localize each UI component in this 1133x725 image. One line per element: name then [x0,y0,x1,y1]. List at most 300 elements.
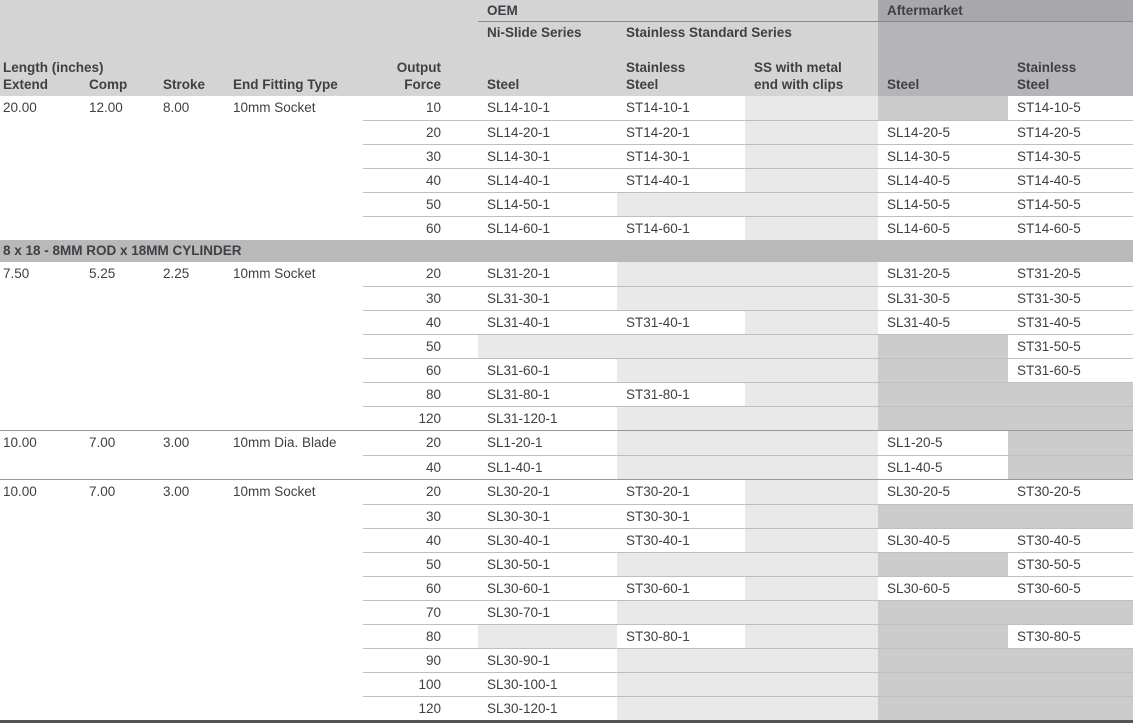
output-force-cell: 100 [363,672,445,696]
stroke-cell [160,648,230,672]
comp-cell [86,624,160,648]
end-fitting-type-cell [230,310,363,334]
spacer-cell [445,504,478,528]
part-cell-aftermarket-steel [878,552,1008,576]
output-force-cell: 40 [363,528,445,552]
output-force-cell: 50 [363,552,445,576]
group-header-oem: OEM [478,0,878,22]
cylinder-section-band: 8 x 18 - 8MM ROD x 18MM CYLINDER [0,240,1133,262]
output-force-cell: 20 [363,120,445,144]
stroke-cell [160,455,230,479]
stroke-cell [160,696,230,720]
comp-cell [86,310,160,334]
part-cell-ss-with-clips [745,382,878,406]
stroke-cell [160,168,230,192]
output-force-cell: 20 [425,484,441,499]
part-cell-aftermarket-stainless-steel: ST31-50-5 [1008,334,1133,358]
part-cell-oem-steel: SL30-100-1 [478,672,617,696]
table-row [0,455,1133,479]
part-cell-ss-with-clips [745,528,878,552]
part-cell-aftermarket-steel: SL30-40-5 [878,528,1008,552]
spacer-cell [445,334,478,358]
subgroup-header-ni-slide: Ni-Slide Series [478,22,617,44]
extend-cell [0,648,86,672]
header-spacer [0,0,478,22]
table-row [0,216,1133,240]
spacer-cell [445,144,478,168]
stroke-cell [160,120,230,144]
spacer-cell [445,310,478,334]
comp-cell [86,286,160,310]
part-cell-ss-with-clips [745,262,878,286]
stroke-cell: 3.00 [163,484,190,499]
part-cell-oem-steel: SL30-30-1 [478,504,617,528]
output-force-cell: 60 [363,216,445,240]
part-cell-aftermarket-steel [878,672,1008,696]
part-cell-oem-steel: SL31-120-1 [478,406,617,430]
output-force-cell: 120 [363,406,445,430]
output-force-cell: 90 [363,648,445,672]
comp-cell [86,600,160,624]
end-fitting-type-cell [230,624,363,648]
comp-cell: 5.25 [89,266,116,281]
end-fitting-type-cell [230,552,363,576]
comp-cell [86,216,160,240]
part-cell-oem-steel: SL14-50-1 [478,192,617,216]
spacer-cell [445,552,478,576]
part-cell-aftermarket-steel [878,696,1008,720]
part-cell-aftermarket-steel: SL14-40-5 [878,168,1008,192]
extend-cell [0,696,86,720]
part-cell-oem-steel [478,624,617,648]
table-row [0,286,1133,310]
comp-cell: 7.00 [89,435,116,450]
part-cell-aftermarket-steel: SL30-20-5 [887,484,951,499]
table-row [0,96,1133,120]
spec-section [0,96,1133,240]
part-cell-oem-stainless-steel [617,431,745,455]
extend-cell [0,455,86,479]
end-fitting-type-cell [230,528,363,552]
spacer-cell [445,648,478,672]
spacer-cell [445,455,478,479]
part-cell-aftermarket-stainless-steel [1008,455,1133,479]
part-cell-aftermarket-stainless-steel: ST14-40-5 [1008,168,1133,192]
table-body [0,96,1133,720]
stroke-cell [160,576,230,600]
subgroup-header-stainless-standard: Stainless Standard Series [617,22,878,44]
part-cell-aftermarket-stainless-steel [1008,431,1133,455]
part-cell-ss-with-clips [745,576,878,600]
spacer-cell [445,262,478,286]
part-cell-ss-with-clips [745,431,878,455]
part-cell-oem-stainless-steel [617,648,745,672]
table-header [0,0,1133,96]
table-row [0,334,1133,358]
part-cell-aftermarket-stainless-steel: ST30-60-5 [1008,576,1133,600]
group-header-row [0,0,1133,22]
table-row [0,600,1133,624]
end-fitting-type-cell [230,144,363,168]
column-header-end-fitting-type: End Fitting Type [233,77,338,92]
part-cell-aftermarket-steel [878,406,1008,430]
part-cell-oem-stainless-steel [617,334,745,358]
comp-cell [86,406,160,430]
part-cell-oem-stainless-steel: ST30-20-1 [626,484,690,499]
extend-cell [0,286,86,310]
part-cell-oem-steel: SL1-40-1 [478,455,617,479]
part-cell-oem-steel: SL30-50-1 [478,552,617,576]
extend-cell [0,358,86,382]
comp-cell: 7.00 [89,484,116,499]
table-row [0,672,1133,696]
part-cell-oem-stainless-steel [617,696,745,720]
extend-cell [0,576,86,600]
table-row [0,576,1133,600]
part-cell-ss-with-clips [745,406,878,430]
table-row [0,144,1133,168]
stroke-cell [160,144,230,168]
part-cell-aftermarket-stainless-steel: ST30-20-5 [1017,484,1081,499]
part-cell-oem-steel: SL30-120-1 [478,696,617,720]
column-header-output-force: Output Force [363,44,445,96]
stroke-cell: 2.25 [163,266,190,281]
part-cell-aftermarket-steel: SL1-40-5 [878,455,1008,479]
comp-cell [86,144,160,168]
stroke-cell: 8.00 [163,100,190,115]
output-force-cell: 40 [363,310,445,334]
part-cell-aftermarket-stainless-steel: ST31-40-5 [1008,310,1133,334]
extend-cell [0,382,86,406]
extend-cell [0,552,86,576]
part-cell-oem-steel: SL31-60-1 [478,358,617,382]
stroke-cell [160,406,230,430]
part-cell-ss-with-clips [745,310,878,334]
part-cell-aftermarket-stainless-steel [1008,696,1133,720]
part-cell-ss-with-clips [745,624,878,648]
end-fitting-type-cell [230,168,363,192]
part-cell-oem-stainless-steel [617,552,745,576]
stroke-cell [160,672,230,696]
part-cell-aftermarket-steel: SL31-30-5 [878,286,1008,310]
spacer-cell [445,406,478,430]
part-cell-aftermarket-steel: SL14-20-5 [878,120,1008,144]
part-cell-oem-steel: SL14-60-1 [478,216,617,240]
part-cell-ss-with-clips [745,334,878,358]
output-force-cell: 120 [363,696,445,720]
part-cell-ss-with-clips [745,455,878,479]
comp-cell [86,552,160,576]
column-header-oem-steel: Steel [478,44,617,96]
part-cell-oem-stainless-steel: ST30-60-1 [617,576,745,600]
extend-cell [0,334,86,358]
part-cell-aftermarket-steel [878,358,1008,382]
spacer-cell [445,672,478,696]
extend-cell [0,144,86,168]
output-force-cell: 80 [363,382,445,406]
end-fitting-type-cell [230,358,363,382]
end-fitting-type-cell [230,696,363,720]
spec-section [0,262,1133,430]
part-cell-oem-steel: SL14-30-1 [478,144,617,168]
end-fitting-type-cell [230,334,363,358]
spacer-cell [445,480,478,504]
part-cell-oem-steel: SL14-20-1 [478,120,617,144]
spacer-cell [445,696,478,720]
part-cell-aftermarket-stainless-steel: ST14-60-5 [1008,216,1133,240]
end-fitting-type-cell [230,600,363,624]
table-row [0,382,1133,406]
spacer-cell [445,358,478,382]
part-cell-aftermarket-stainless-steel [1008,672,1133,696]
part-cell-oem-stainless-steel [617,600,745,624]
output-force-cell: 80 [363,624,445,648]
part-cell-aftermarket-stainless-steel [1008,406,1133,430]
part-cell-oem-stainless-steel: ST30-80-1 [617,624,745,648]
spec-section [0,479,1133,720]
output-force-cell: 30 [363,504,445,528]
comp-cell [86,334,160,358]
part-cell-aftermarket-stainless-steel: ST14-10-5 [1017,100,1081,115]
column-header-aftermarket-stainless-steel: Stainless Steel [1008,44,1133,96]
table-row [0,406,1133,430]
part-cell-ss-with-clips [745,168,878,192]
part-cell-oem-steel: SL31-80-1 [478,382,617,406]
part-cell-oem-stainless-steel [617,672,745,696]
table-row [0,168,1133,192]
spacer-cell [445,192,478,216]
table-row [0,552,1133,576]
comp-cell [86,455,160,479]
part-cell-oem-steel: SL14-40-1 [478,168,617,192]
table-row [0,648,1133,672]
spacer-cell [445,528,478,552]
comp-cell [86,504,160,528]
part-cell-oem-stainless-steel [617,358,745,382]
column-header-oem-stainless-steel: Stainless Steel [617,44,745,96]
part-cell-ss-with-clips [745,552,878,576]
extend-cell [0,624,86,648]
part-cell-oem-stainless-steel: ST30-30-1 [617,504,745,528]
spacer-cell [445,286,478,310]
table-row [0,262,1133,286]
part-cell-aftermarket-stainless-steel: ST30-40-5 [1008,528,1133,552]
comp-cell [86,696,160,720]
output-force-cell: 60 [363,358,445,382]
column-header-stroke: Stroke [163,77,206,92]
part-cell-oem-steel: SL30-70-1 [478,600,617,624]
part-cell-aftermarket-steel [878,624,1008,648]
column-header-row [0,44,1133,96]
part-cell-oem-stainless-steel: ST31-80-1 [617,382,745,406]
part-cell-aftermarket-stainless-steel: ST31-20-5 [1017,266,1081,281]
extend-cell: 7.50 [3,266,30,281]
part-cell-aftermarket-stainless-steel: ST31-60-5 [1008,358,1133,382]
part-cell-ss-with-clips [745,286,878,310]
part-cell-ss-with-clips [745,144,878,168]
stroke-cell [160,310,230,334]
end-fitting-type-cell [230,406,363,430]
part-cell-aftermarket-stainless-steel: ST30-50-5 [1008,552,1133,576]
output-force-cell: 20 [425,266,441,281]
stroke-cell [160,624,230,648]
part-cell-aftermarket-steel: SL31-40-5 [878,310,1008,334]
extend-cell: 10.00 [3,435,37,450]
stroke-cell [160,504,230,528]
spacer-cell [445,576,478,600]
part-cell-oem-steel [478,334,617,358]
part-cell-oem-steel: SL1-20-1 [487,435,543,450]
part-cell-ss-with-clips [745,696,878,720]
comp-cell [86,120,160,144]
part-cell-aftermarket-stainless-steel [1008,382,1133,406]
comp-cell [86,648,160,672]
stroke-cell [160,216,230,240]
part-cell-ss-with-clips [745,120,878,144]
end-fitting-type-cell [230,216,363,240]
table-row [0,504,1133,528]
extend-cell [0,406,86,430]
part-cell-aftermarket-steel [878,504,1008,528]
part-cell-ss-with-clips [745,672,878,696]
part-cell-ss-with-clips [745,600,878,624]
stroke-cell [160,358,230,382]
part-cell-aftermarket-stainless-steel: ST30-80-5 [1008,624,1133,648]
part-cell-aftermarket-stainless-steel: ST14-30-5 [1008,144,1133,168]
table-row [0,431,1133,455]
end-fitting-type-cell [230,672,363,696]
comp-cell [86,168,160,192]
part-cell-aftermarket-stainless-steel [1008,504,1133,528]
part-cell-oem-steel: SL30-60-1 [478,576,617,600]
part-cell-oem-stainless-steel: ST14-20-1 [617,120,745,144]
output-force-cell: 50 [363,192,445,216]
output-force-cell: 30 [363,144,445,168]
part-cell-oem-stainless-steel: ST14-40-1 [617,168,745,192]
spacer-cell [445,168,478,192]
header-spacer [445,44,478,96]
part-cell-oem-stainless-steel: ST30-40-1 [617,528,745,552]
output-force-cell: 40 [363,168,445,192]
extend-cell [0,120,86,144]
part-cell-aftermarket-steel [878,382,1008,406]
table-row [0,624,1133,648]
part-cell-aftermarket-stainless-steel: ST14-50-5 [1008,192,1133,216]
column-header-extend: Extend [3,77,49,92]
comp-cell [86,672,160,696]
extend-cell [0,672,86,696]
part-cell-aftermarket-steel: SL30-60-5 [878,576,1008,600]
table-row [0,358,1133,382]
stroke-cell [160,286,230,310]
part-cell-aftermarket-steel [878,334,1008,358]
column-header-comp: Comp [89,77,128,92]
part-cell-ss-with-clips [745,480,878,504]
part-cell-oem-steel: SL30-90-1 [478,648,617,672]
stroke-cell [160,382,230,406]
extend-cell [0,528,86,552]
part-cell-aftermarket-stainless-steel: ST31-30-5 [1008,286,1133,310]
comp-cell [86,358,160,382]
header-spacer [0,22,478,44]
part-cell-oem-steel: SL14-10-1 [487,100,551,115]
end-fitting-type-cell [230,192,363,216]
part-cell-aftermarket-steel: SL31-20-5 [887,266,951,281]
part-cell-aftermarket-stainless-steel [1008,648,1133,672]
end-fitting-type-cell: 10mm Socket [233,100,316,115]
part-cell-ss-with-clips [745,358,878,382]
part-cell-ss-with-clips [745,504,878,528]
part-cell-aftermarket-steel: SL14-30-5 [878,144,1008,168]
spacer-cell [445,624,478,648]
extend-cell [0,504,86,528]
comp-cell [86,576,160,600]
length-columns-header [0,44,363,96]
part-cell-ss-with-clips [745,216,878,240]
comp-cell: 12.00 [89,100,123,115]
end-fitting-type-cell [230,648,363,672]
subgroup-header-row [0,22,1133,44]
length-inches-label: Length (inches) [3,60,104,75]
table-row [0,120,1133,144]
output-force-cell: 10 [425,100,441,115]
part-cell-aftermarket-stainless-steel: ST14-20-5 [1008,120,1133,144]
part-cell-oem-steel: SL31-30-1 [478,286,617,310]
table-row [0,192,1133,216]
spacer-cell [445,600,478,624]
end-fitting-type-cell [230,576,363,600]
end-fitting-type-cell [230,504,363,528]
end-fitting-type-cell: 10mm Socket [233,484,316,499]
part-cell-oem-stainless-steel [617,192,745,216]
stroke-cell [160,334,230,358]
end-fitting-type-cell [230,286,363,310]
end-fitting-type-cell [230,455,363,479]
part-cell-aftermarket-steel [878,648,1008,672]
output-force-cell: 30 [363,286,445,310]
output-force-cell: 50 [363,334,445,358]
aftermarket-header-fill [878,22,1133,44]
part-cell-oem-steel: SL31-20-1 [487,266,551,281]
spacer-cell [445,382,478,406]
extend-cell [0,216,86,240]
output-force-cell: 20 [425,435,441,450]
comp-cell [86,192,160,216]
part-cell-aftermarket-steel: SL14-50-5 [878,192,1008,216]
spacer-cell [445,216,478,240]
part-cell-oem-steel: SL30-40-1 [478,528,617,552]
part-cell-oem-steel: SL30-20-1 [487,484,551,499]
comp-cell [86,528,160,552]
part-cell-aftermarket-stainless-steel [1008,600,1133,624]
table-row [0,696,1133,720]
spacer-cell [445,96,478,120]
part-cell-oem-stainless-steel: ST31-40-1 [617,310,745,334]
column-header-aftermarket-steel: Steel [878,44,1008,96]
end-fitting-type-cell: 10mm Dia. Blade [233,435,337,450]
part-cell-aftermarket-steel: SL14-60-5 [878,216,1008,240]
part-cell-aftermarket-steel: SL1-20-5 [887,435,943,450]
extend-cell [0,310,86,334]
stroke-cell [160,528,230,552]
part-cell-oem-stainless-steel [617,262,745,286]
spacer-cell [445,120,478,144]
extend-cell: 20.00 [3,100,37,115]
end-fitting-type-cell [230,120,363,144]
table-row [0,480,1133,504]
part-cell-oem-stainless-steel: ST14-10-1 [626,100,690,115]
extend-cell [0,600,86,624]
